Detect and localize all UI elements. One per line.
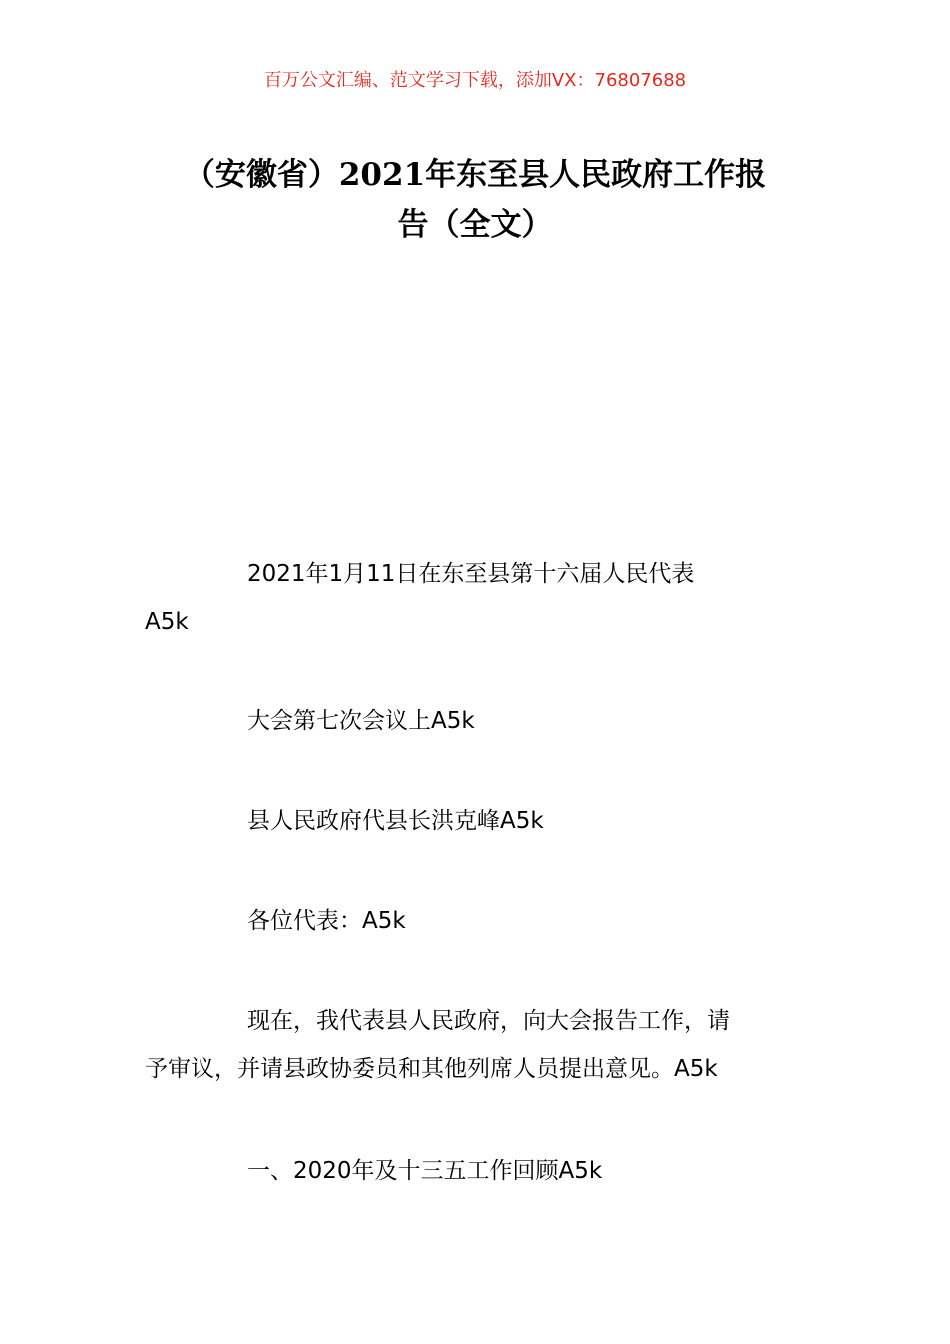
paragraph-date-line-2: A5k bbox=[145, 609, 189, 635]
title-line-1: （安徽省）2021年东至县人民政府工作报 bbox=[183, 157, 767, 193]
section-heading: 一、2020年及十三五工作回顾A5k bbox=[247, 1158, 603, 1184]
paragraph-intro-line-2: 予审议，并请县政协委员和其他列席人员提出意见。A5k bbox=[145, 1056, 718, 1082]
paragraph-intro bbox=[145, 997, 810, 1093]
paragraph-session: 大会第七次会议上A5k bbox=[247, 708, 475, 734]
paragraph-speaker: 县人民政府代县长洪克峰A5k bbox=[247, 808, 544, 834]
document-title bbox=[140, 150, 810, 250]
header-note: 百万公文汇编、范文学习下载，添加VX：76807688 bbox=[263, 70, 687, 91]
paragraph-intro-line-1: 现在，我代表县人民政府，向大会报告工作，请 bbox=[247, 1008, 730, 1034]
title-line-2: 告（全文） bbox=[397, 207, 553, 243]
paragraph-date-line-1: 2021年1月11日在东至县第十六届人民代表 bbox=[247, 561, 695, 587]
paragraph-salutation: 各位代表：A5k bbox=[247, 908, 406, 934]
paragraph-date bbox=[145, 550, 810, 646]
